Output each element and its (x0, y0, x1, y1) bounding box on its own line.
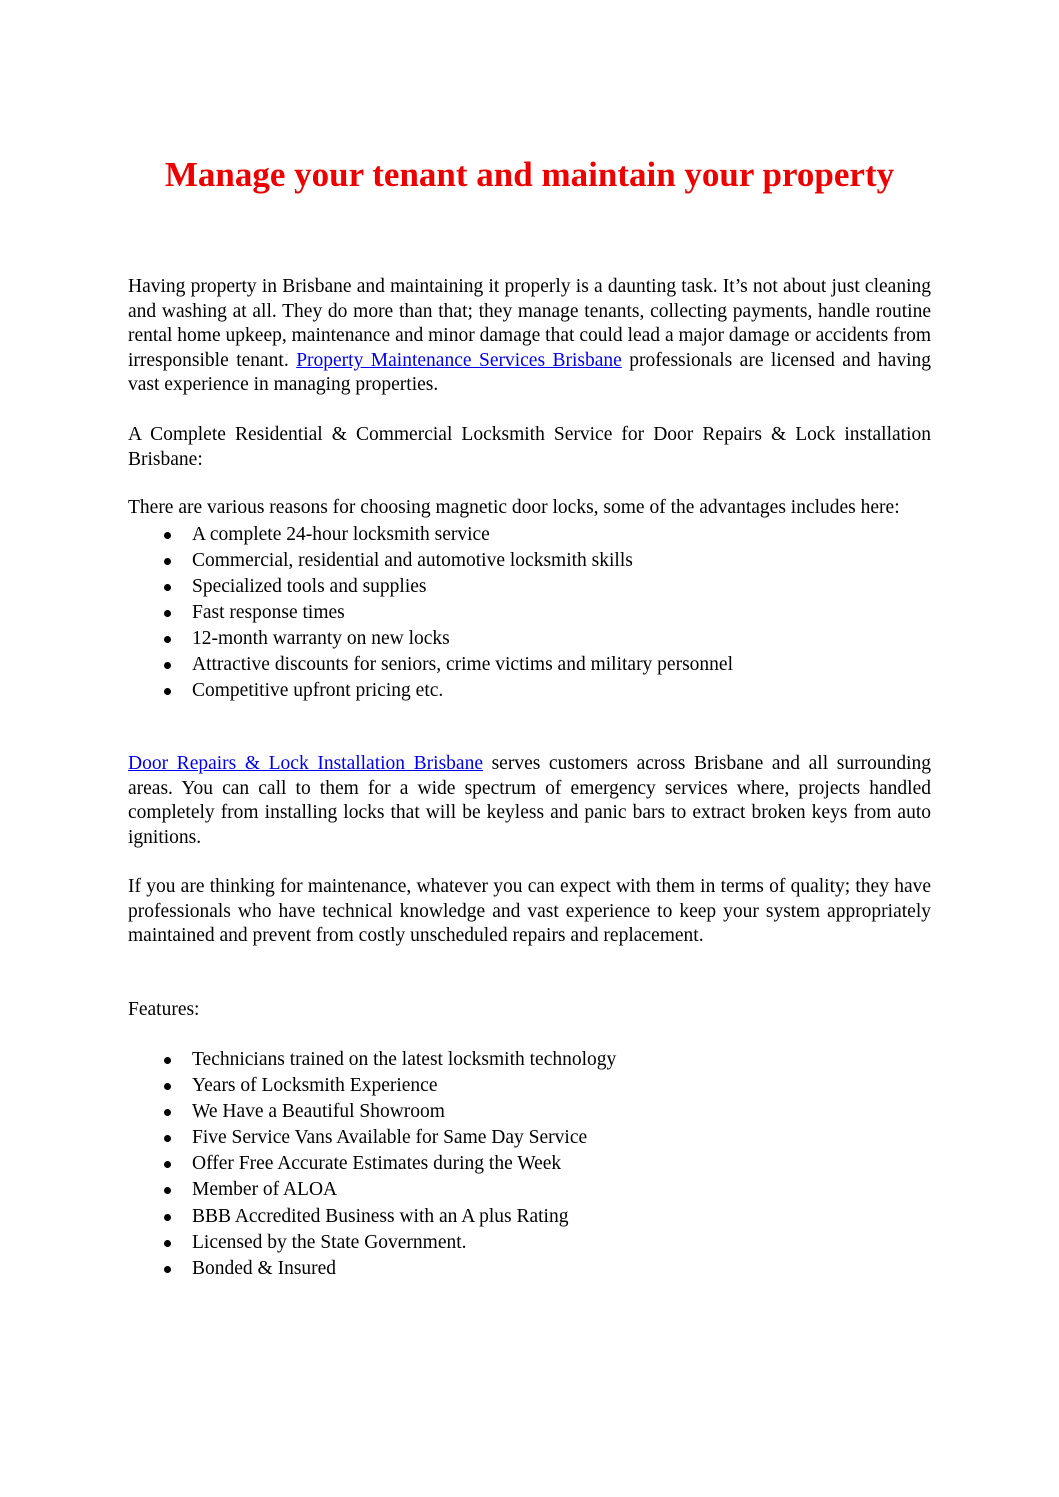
maintenance-block (128, 875, 931, 949)
list-item: Licensed by the State Government. (128, 1230, 931, 1256)
list-item: We Have a Beautiful Showroom (128, 1099, 931, 1125)
list-item: A complete 24-hour locksmith service (128, 522, 931, 548)
bullet-icon (164, 636, 171, 643)
list-item: Fast response times (128, 600, 931, 626)
bullet-icon (164, 532, 171, 539)
maintenance-paragraph: If you are thinking for maintenance, whatever you can expect with them in terms of quality; they have professionals who have technical knowledge and vast experience to keep your system appropriately maintained and prevent from costly unscheduled repairs and replacement. (128, 876, 931, 947)
intro-text-after-link: professionals are licensed and having vast experience in managing properties. (128, 349, 931, 396)
bullet-icon (164, 662, 171, 669)
intro-paragraph-block (128, 275, 931, 398)
intro-text-before-link: Having property in Brisbane and maintaining it properly is a daunting task. It’s not about just cleaning and washing at all. They do more than that; they manage tenants, collecting payments, handle routine rental home upkeep, maintenance and minor damage that could lead a major damage or accidents from irresponsible tenant. (128, 276, 931, 371)
bullet-icon (164, 1240, 171, 1247)
list-item: BBB Accredited Business with an A plus Rating (128, 1204, 931, 1230)
advantages-list (128, 522, 931, 705)
door-repairs-link[interactable]: Door Repairs & Lock Installation Brisbane (128, 753, 483, 774)
features-block (128, 1047, 931, 1282)
reasons-intro: There are various reasons for choosing magnetic door locks, some of the advantages includes here: (128, 497, 900, 518)
features-label: Features: (128, 999, 200, 1020)
property-maintenance-link[interactable]: Property Maintenance Services Brisbane (296, 349, 622, 371)
features-list (128, 1047, 931, 1282)
list-item: Attractive discounts for seniors, crime victims and military personnel (128, 652, 931, 678)
page-title: Manage your tenant and maintain your property (164, 155, 895, 194)
bullet-icon (164, 610, 171, 617)
bullet-icon (164, 1135, 171, 1142)
list-item: Offer Free Accurate Estimates during the Week (128, 1151, 931, 1177)
bullet-icon (164, 1057, 171, 1064)
door-repairs-paragraph (128, 752, 931, 850)
bullet-icon (164, 1214, 171, 1221)
reasons-block (128, 496, 931, 704)
bullet-icon (164, 1083, 171, 1090)
list-item: Five Service Vans Available for Same Day Service (128, 1125, 931, 1151)
intro-paragraph (128, 275, 931, 398)
bullet-icon (164, 1109, 171, 1116)
bullet-icon (164, 1161, 171, 1168)
door-repairs-text: serves customers across Brisbane and all surrounding areas. You can call to them for a wide spectrum of emergency services where, projects handled completely from installing locks that will be keyless and panic bars to extract broken keys from auto ignitions. (128, 753, 931, 848)
list-item: Member of ALOA (128, 1177, 931, 1203)
door-repairs-block (128, 752, 931, 850)
bullet-icon (164, 584, 171, 591)
features-label-block (128, 998, 931, 1023)
bullet-icon (164, 558, 171, 565)
subheading-block (128, 423, 931, 472)
list-item: Specialized tools and supplies (128, 574, 931, 600)
bullet-icon (164, 1187, 171, 1194)
bullet-icon (164, 688, 171, 695)
list-item: 12-month warranty on new locks (128, 626, 931, 652)
locksmith-subheading: A Complete Residential & Commercial Locksmith Service for Door Repairs & Lock installation Brisbane: (128, 424, 931, 470)
list-item: Years of Locksmith Experience (128, 1073, 931, 1099)
list-item: Technicians trained on the latest locksmith technology (128, 1047, 931, 1073)
bullet-icon (164, 1266, 171, 1273)
list-item: Commercial, residential and automotive locksmith skills (128, 548, 931, 574)
list-item: Competitive upfront pricing etc. (128, 678, 931, 704)
list-item: Bonded & Insured (128, 1256, 931, 1282)
